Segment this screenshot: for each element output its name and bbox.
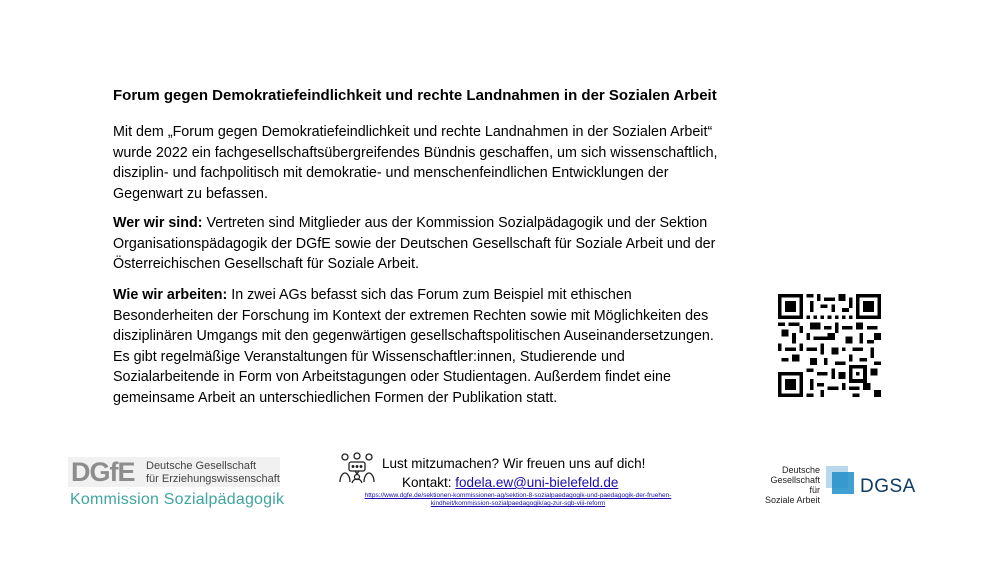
how-we-work-paragraph (113, 285, 731, 408)
dgsa-name-line2: Gesellschaft für (770, 475, 820, 495)
dgfe-name-line2: für Erziehungswissenschaft (146, 472, 280, 485)
who-we-are-paragraph (113, 213, 731, 275)
dgfe-logo (68, 457, 288, 519)
qr-code[interactable] (778, 294, 881, 397)
dgfe-mark: DGfE (71, 457, 135, 487)
dgsa-name-line1: Deutsche (781, 465, 820, 475)
dgsa-acronym: DGSA (860, 476, 916, 497)
dgfe-name-line1: Deutsche Gesellschaft (146, 460, 257, 472)
how-we-work-text: In zwei AGs befasst sich das Forum zum Beispiel mit ethischen Besonderheiten der Forschung im Kontext der extremen Rechten sowie mit Möglichkeiten des disziplinären Umgangs mit den gegenwärtigen gesellschaftspolitischen Auseinandersetzungen. Es gibt regelmäßige Veranstaltungen für Wissenschaftler:innen, Studierende und Sozialarbeitende in Form von Arbeitstagungen oder Studientagen. Außerdem findet eine gemeinsame Arbeit an unterschiedlichen Formen der Publikation statt. (113, 287, 714, 406)
contact-line (402, 475, 618, 490)
who-we-are-text: Vertreten sind Mitglieder aus der Kommission Sozialpädagogik und der Sektion Organisationspädagogik der DGfE sowie der Deutschen Gesellschaft für Soziale Arbeit und der Österreichischen Gesellschaft für Soziale Arbeit. (113, 215, 716, 272)
contact-label: Kontakt: (402, 475, 452, 490)
dgsa-full-name (760, 465, 820, 505)
dgsa-logo (760, 464, 920, 504)
intro-paragraph: Mit dem „Forum gegen Demokratiefeindlichkeit und rechte Landnahmen in der Sozialen Arbeit“ wurde 2022 ein fachgesellschaftsübergreifendes Bündnis geschaffen, um sich wissenschaftlich, disziplin- und fachpolitisch mit demokratie- und menschenfeindlichen Entwicklungen der Gegenwart zu befassen. (113, 124, 718, 202)
dgfe-logo-banner (68, 457, 280, 487)
page-title: Forum gegen Demokratiefeindlichkeit und rechte Landnahmen in der Sozialen Arbeit (113, 87, 717, 104)
who-we-are-label: Wer wir sind: (113, 215, 203, 231)
dgsa-name-line3: Soziale Arbeit (764, 495, 820, 505)
dgfe-commission-name: Kommission Sozialpädagogik (70, 491, 285, 508)
join-contact-block (338, 452, 698, 512)
dgsa-square-dark (832, 472, 854, 494)
commission-url-link[interactable]: https://www.dgfe.de/sektionen-kommissionen-ag/sektion-8-sozialpaedagogik-und-paedagogik-der-fruehen-kindheit/kommission-sozialpaedagogik/ag-zur-sgb-viii-reform (364, 492, 672, 507)
join-invitation: Lust mitzumachen? Wir freuen uns auf dich! (382, 456, 646, 471)
dgfe-full-name (146, 460, 280, 485)
how-we-work-label: Wie wir arbeiten: (113, 287, 228, 303)
group-discussion-icon (338, 452, 376, 484)
contact-email-link[interactable]: fodela.ew@uni-bielefeld.de (455, 475, 619, 490)
